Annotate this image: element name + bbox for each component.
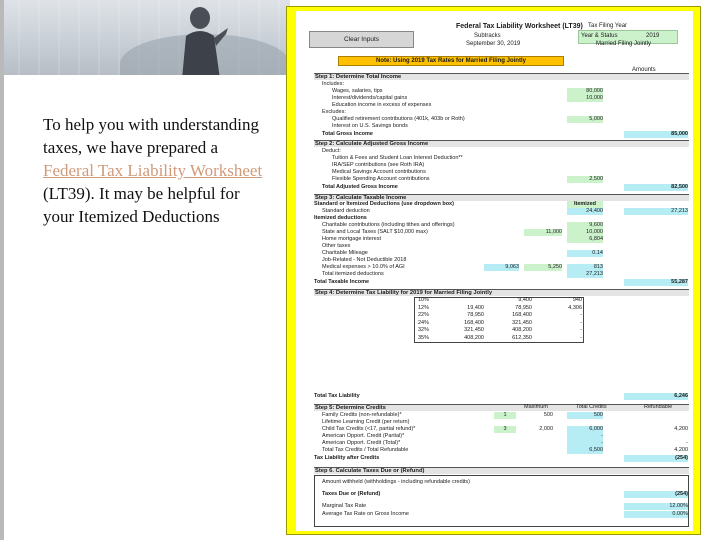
step2-total-row: Total Adjusted Gross Income 82,500 (322, 184, 688, 190)
credit-row: Family Credits (non-refundable)* 1 500 500 (322, 412, 603, 418)
col-maximum: Maximum (524, 404, 548, 410)
step6-row: Marginal Tax Rate 12.00% (322, 503, 688, 509)
intro-text-after: (LT39). It may be helpful for your Itemized Deductions (43, 184, 240, 226)
charitable-input[interactable]: 9,600 (567, 222, 603, 229)
col-refundable: Refundable (644, 404, 673, 410)
worksheet-frame (286, 6, 701, 535)
step1-header: Step 1: Determine Total Income (314, 73, 689, 80)
credit-row: Total Tax Credits / Total Refundable 6,500 4,200 (322, 447, 688, 453)
step1-row: Includes: (322, 81, 345, 87)
tax-after-credits: (254) (624, 455, 688, 462)
step3-row: Itemized deductions (314, 215, 367, 221)
step3-total-row: Total Taxable Income 55,287 (314, 279, 688, 285)
step3-row: Other taxes (322, 243, 351, 249)
step6-header: Step 6. Calculate Taxes Due or (Refund) (314, 467, 689, 474)
filing-status-value[interactable]: Married Filing Jointly (596, 41, 652, 47)
step2-row: IRA/SEP contributions (see Roth IRA) (332, 162, 425, 168)
credit-row: Child Tax Credits (<17, partial refund)* 3 2,000 6,000 4,200 (322, 426, 688, 432)
step1-row: Interest on U.S. Savings bonds (332, 123, 408, 129)
tax-year-value[interactable]: 2019 (646, 33, 660, 39)
step1-row: Qualified retirement contributions (401k, 403b or Roth) 5,000 (332, 116, 603, 122)
step3-row: Standard deduction 24,400 27,213 (322, 208, 688, 214)
bracket-row: 35% 408,200 612,350 - (418, 334, 582, 341)
medical-input[interactable]: 5,250 (524, 264, 562, 271)
bracket-row: 24% 168,400 321,450 - (418, 319, 582, 326)
marginal-rate: 12.00% (624, 503, 688, 510)
step1-row: Interest/dividends/capital gains 10,000 (332, 95, 603, 101)
tax-year-label: Tax Filing Year (588, 23, 628, 29)
amounts-header: Amounts (632, 67, 656, 73)
credit-row: American Opport. Credit (Partial)* - (322, 433, 603, 439)
bracket-row: 10% 9,400 940 (418, 297, 582, 303)
rates-note: Note: Using 2019 Tax Rates for Married Filing Jointly (338, 56, 564, 66)
step3-row: Charitable Mileage 0.14 (322, 250, 603, 256)
worksheet-link[interactable]: Federal Tax Liability Worksheet (43, 161, 263, 180)
worksheet-title: Federal Tax Liability Worksheet (LT39) (456, 23, 583, 30)
step6-row: Amount withheld (withholdings - including refundable credits) (322, 479, 470, 485)
intro-text-before: To help you with understanding taxes, we have prepared a (43, 115, 260, 157)
taxes-due-refund: (254) (624, 491, 688, 498)
step5-header: Step 5: Determine Credits (314, 404, 689, 411)
step4-total-row: Total Tax Liability 6,246 (314, 393, 688, 399)
worksheet-date: September 30, 2019 (466, 41, 521, 47)
step3-header: Step 3: Calculate Taxable Income (314, 194, 689, 201)
step1-total-row: Total Gross Income 85,000 (322, 131, 688, 137)
col-total-credits: Total Credits (576, 404, 607, 410)
after-credits-row: Tax Liability after Credits (254) (314, 455, 688, 461)
step3-row: Charitable contributions (including tithes and offerings) 9,600 (322, 222, 603, 228)
step3-row: Job-Related - Not Deductible 2018 (322, 257, 407, 263)
child-credit-count[interactable]: 3 (494, 426, 516, 433)
deduction-dropdown[interactable]: Itemized (567, 201, 603, 208)
deduction-choice-row: Standard or Itemized Deductions (use dropdown box) Itemized (314, 201, 689, 209)
step2-row: Flexible Spending Account contributions 2,500 (332, 176, 603, 182)
mortgage-input[interactable]: 6,804 (567, 236, 603, 243)
step3-row: Home mortgage interest 6,804 (322, 236, 603, 242)
step1-row: Excludes: (322, 109, 346, 115)
total-taxable-income: 55,287 (624, 279, 688, 286)
step6-row: Taxes Due or (Refund) (254) (322, 491, 688, 497)
step3-row: Total itemized deductions 27,213 (322, 271, 603, 277)
credit-row: American Opport. Credit (Total)* - - (322, 440, 688, 446)
salt-input[interactable]: 11,000 (524, 229, 562, 236)
step2-row: Deduct: (322, 148, 341, 154)
worksheet (296, 11, 693, 531)
statue-image (170, 4, 230, 75)
fsa-input[interactable]: 2,500 (567, 176, 603, 183)
intro-paragraph (43, 113, 263, 228)
clear-inputs-button[interactable]: Clear Inputs (309, 31, 414, 48)
step2-row: Medical Savings Account contributions (332, 169, 426, 175)
bracket-row: 22% 78,950 168,400 - (418, 312, 582, 318)
step4-header: Step 4: Determine Tax Liability for 2019 for Married Filing Jointly (314, 289, 689, 296)
header-banner-image (0, 0, 290, 75)
slide-border (0, 0, 4, 540)
year-status-label: Year & Status (581, 33, 618, 39)
step1-row: Wages, salaries, tips 80,000 (332, 88, 603, 94)
wages-input[interactable]: 80,000 (567, 88, 603, 95)
retirement-input[interactable]: 5,000 (567, 116, 603, 123)
worksheet-subtitle: Subtracks (474, 33, 501, 39)
step1-row: Education income in excess of expenses (332, 102, 432, 108)
step2-row: Tuition & Fees and Student Loan Interest Deduction** (332, 155, 463, 161)
step6-row: Average Tax Rate on Gross Income 0.00% (322, 511, 688, 517)
total-tax-liability: 6,246 (624, 393, 688, 400)
average-rate: 0.00% (624, 511, 688, 518)
interest-input[interactable]: 10,000 (567, 95, 603, 102)
worksheet-grid (314, 69, 689, 529)
bracket-row: 32% 321,450 408,200 - (418, 327, 582, 333)
step3-row: Medical expenses > 10.0% of AGI 9,063 5,250 813 (322, 264, 603, 270)
family-credit-count[interactable]: 1 (494, 412, 516, 419)
credit-row: Lifetime Learning Credit (per return) (322, 419, 410, 425)
step3-row: State and Local Taxes (SALT $10,000 max) 11,000 10,000 (322, 229, 603, 235)
step2-header: Step 2: Calculate Adjusted Gross Income (314, 140, 689, 147)
total-agi: 82,500 (624, 184, 688, 191)
bracket-row: 12% 19,400 78,950 4,306 (418, 304, 582, 311)
total-gross-income: 85,000 (624, 131, 688, 138)
